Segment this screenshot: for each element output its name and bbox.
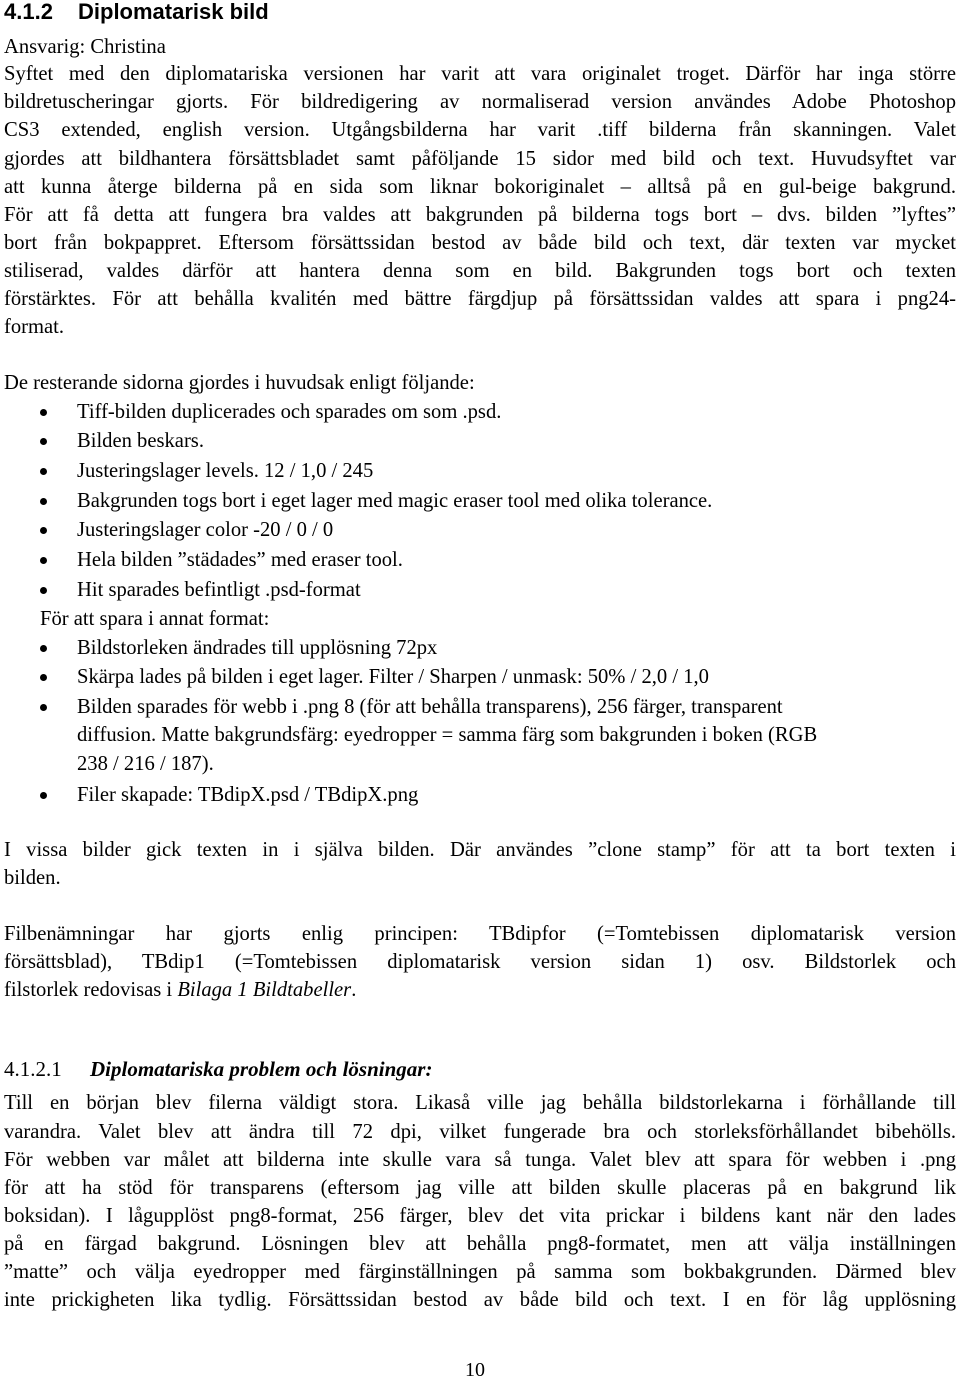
paragraph-line: att kunna återge bilderna på en sida som liknar bokoriginalet – alltså på en gul-beige bakgrund. (4, 176, 956, 198)
paragraph-line: försättsblad), TBdip1 (=Tomtebissen diplomatarisk version sidan 1) osv. Bildstorlek och (4, 951, 956, 973)
list-item: Justeringslager levels. 12 / 1,0 / 245 (77, 457, 373, 485)
bullet-icon (40, 527, 47, 534)
list-item: Skärpa lades på bilden i eget lager. Filter / Sharpen / unmask: 50% / 2,0 / 1,0 (77, 663, 709, 691)
paragraph-line: varandra. Valet blev att ändra till 72 dpi, vilket fungerade bra och storleksförhållandet bibehölls. (4, 1121, 956, 1143)
paragraph-line: bort från bokpappret. Eftersom försättssidan bestod av både bild och text, där texten var mycket (4, 232, 956, 254)
bullet-icon (40, 498, 47, 505)
paragraph-line: För webben var målet att bilderna inte skulle vara så tunga. Valet blev att spara för webben i .png (4, 1149, 956, 1171)
paragraph-line: Till en början blev filerna väldigt stora. Likaså ville jag behålla bildstorlekarna i förhållande till (4, 1092, 956, 1114)
bullet-icon (40, 438, 47, 445)
paragraph-line: I vissa bilder gick texten in i själva bilden. Där användes ”clone stamp” för att ta bort texten i (4, 839, 956, 861)
paragraph-line: bilden. (4, 867, 61, 889)
paragraph-line: bildretuscheringar gjorts. För bildredigering av normaliserad version användes Adobe Photoshop (4, 91, 956, 113)
paragraph-line: För att få detta att fungera bra valdes att bakgrunden på bilderna togs bort – dvs. bilden ”lyftes” (4, 204, 956, 226)
paragraph-line: stiliserad, valdes därför att hantera denna som en bild. Bakgrunden togs bort och texten (4, 260, 956, 282)
bullet-icon (40, 409, 47, 416)
paragraph-line: boksidan). I lågupplöst png8-format, 256 färger, blev det vita prickar i bildens kant när den lades (4, 1205, 956, 1227)
list-item: Hela bilden ”städades” med eraser tool. (77, 546, 403, 574)
paragraph-line: CS3 extended, english version. Utgångsbilderna har varit .tiff bilderna från skanningen. Valet (4, 119, 956, 141)
paragraph-line: filstorlek redovisas i Bilaga 1 Bildtabeller. (4, 979, 357, 1001)
other-format-intro: För att spara i annat format: (40, 608, 270, 630)
list-item: Bilden sparades för webb i .png 8 (för att behålla transparens), 256 färger, transparent (77, 693, 783, 721)
subsection-number: 4.1.2.1 (4, 1057, 62, 1081)
bullet-icon (40, 587, 47, 594)
list-item: Justeringslager color -20 / 0 / 0 (77, 516, 333, 544)
list-item-continuation: diffusion. Matte bakgrundsfärg: eyedropper = samma färg som bakgrunden i boken (RGB (77, 724, 818, 746)
bullet-icon (40, 557, 47, 564)
paragraph-line: förstärktes. För att behålla kvalitén med bättre färgdjup på försättssidan valdes att spara i png24- (4, 288, 956, 310)
list-item: Bildstorleken ändrades till upplösning 72px (77, 634, 437, 662)
responsible-line: Ansvarig: Christina (4, 36, 166, 58)
bullet-icon (40, 704, 47, 711)
list-item: Tiff-bilden duplicerades och sparades om som .psd. (77, 398, 501, 426)
section-number: 4.1.2 (4, 0, 53, 24)
section-title: Diplomatarisk bild (78, 0, 269, 24)
paragraph-line: format. (4, 316, 65, 338)
bullet-icon (40, 645, 47, 652)
page-number: 10 (465, 1359, 485, 1381)
paragraph-line: Filbenämningar har gjorts enlig principen: TBdipfor (=Tomtebissen diplomatarisk version (4, 923, 956, 945)
paragraph-line: gjordes att bildhantera försättsbladet samt påföljande 15 sidor med bild och text. Huvudsyftet var (4, 148, 956, 170)
paragraph-line: för att ha stöd för transparens (eftersom jag ville att bilden skulle placeras på en bakgrund lik (4, 1177, 956, 1199)
list-item-continuation: 238 / 216 / 187). (77, 753, 214, 775)
section-heading (4, 0, 269, 24)
list-item: Filer skapade: TBdipX.psd / TBdipX.png (77, 781, 418, 809)
list-item: Hit sparades befintligt .psd-format (77, 576, 361, 604)
list-item: Bilden beskars. (77, 427, 204, 455)
bullet-icon (40, 792, 47, 799)
procedure-intro: De resterande sidorna gjordes i huvudsak enligt följande: (4, 372, 475, 394)
bullet-icon (40, 468, 47, 475)
paragraph-line: på en färgad bakgrund. Lösningen blev att behålla png8-formatet, men att välja inställningen (4, 1233, 956, 1255)
subsection-title: Diplomatariska problem och lösningar: (90, 1057, 433, 1081)
paragraph-line: Syftet med den diplomatariska versionen har varit att vara originalet troget. Därför har inga större (4, 63, 956, 85)
bullet-icon (40, 674, 47, 681)
list-item: Bakgrunden togs bort i eget lager med magic eraser tool med olika tolerance. (77, 487, 712, 515)
subsection-heading (4, 1055, 432, 1083)
paragraph-line: inte prickigheten lika tydlig. Försättssidan bestod av både bild och text. I en för låg upplösning (4, 1289, 956, 1311)
appendix-reference: Bilaga 1 Bildtabeller (177, 979, 352, 1001)
paragraph-line: ”matte” och välja eyedropper med färginställningen på samma som bokbakgrunden. Därmed blev (4, 1261, 956, 1283)
